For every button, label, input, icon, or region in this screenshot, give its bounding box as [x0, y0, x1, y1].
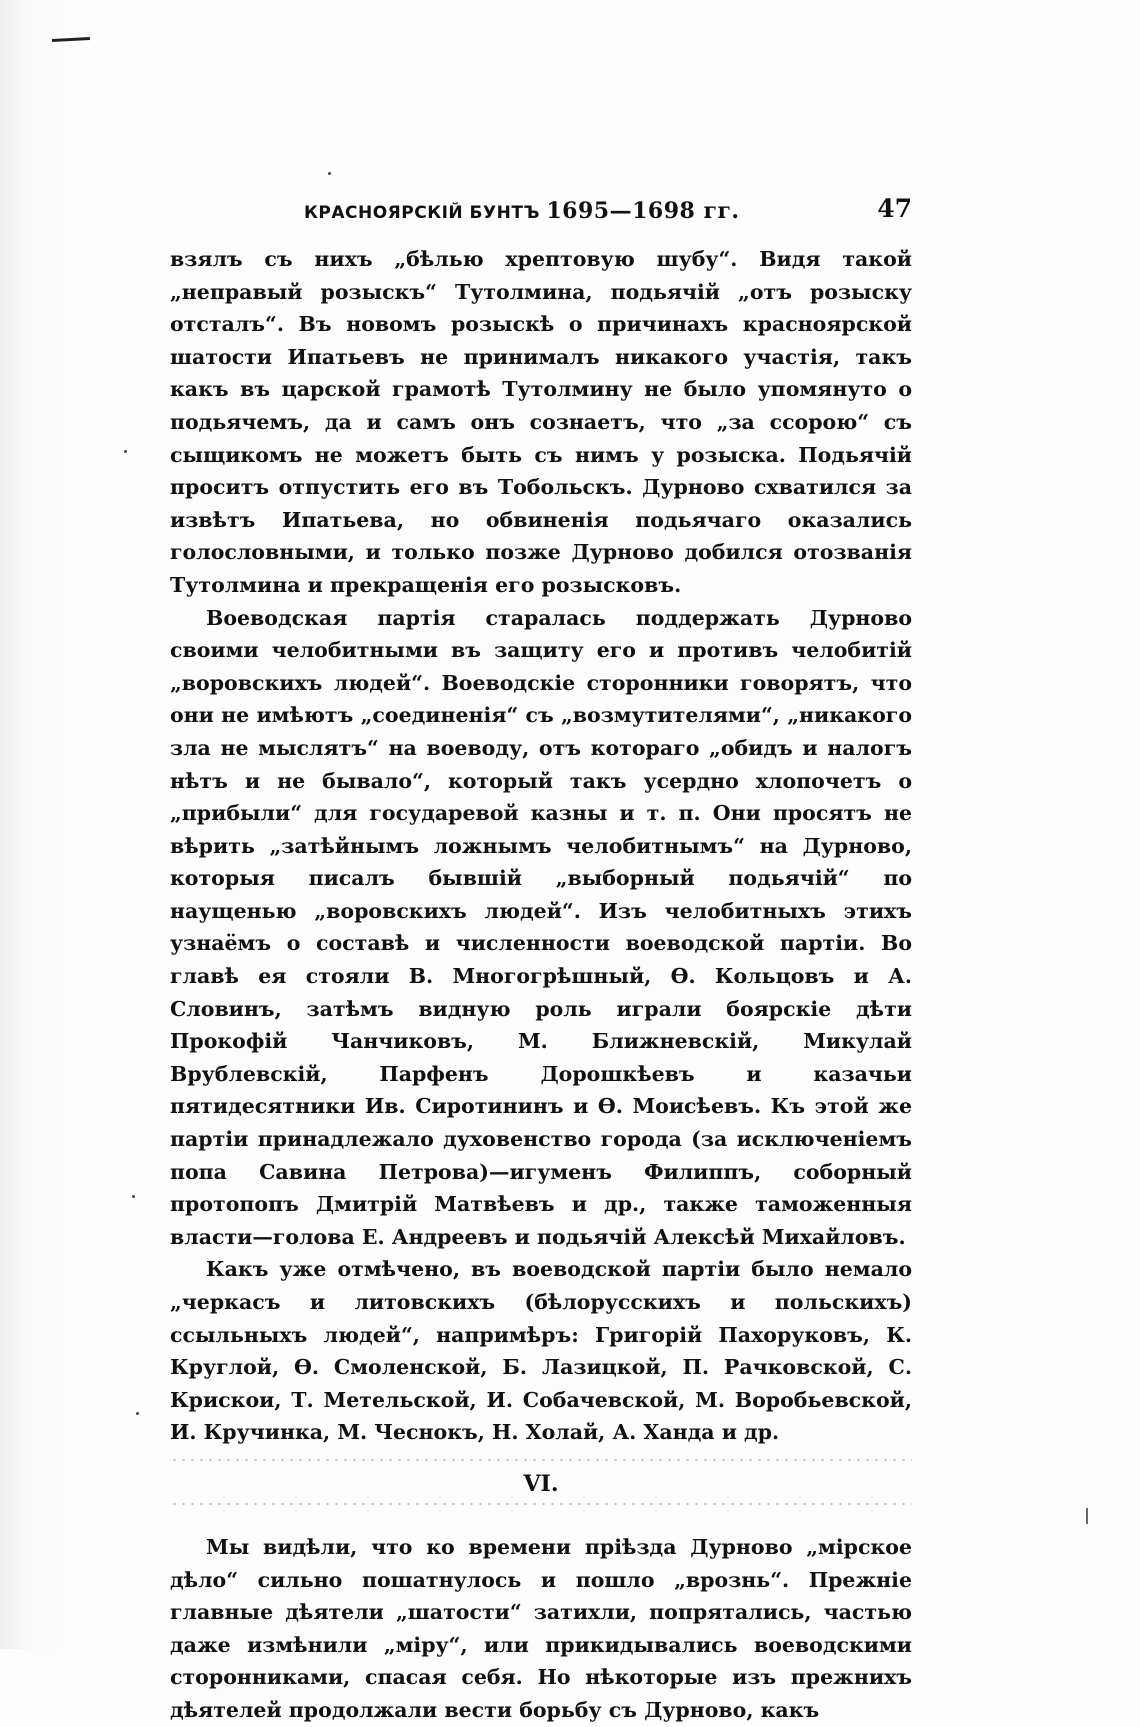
paragraph: Воеводская партія старалась поддержать Дурново своими челобитными въ защиту его и противъ челобитій „воровскихъ людей“. Воеводскіе сторонники говорятъ, что они не имѣютъ „соединенія“ съ „возмутителями“, „никакого зла не мыслятъ“ на воеводу, отъ котораго „обидъ и налогъ нѣтъ и не бывало“, который такъ усердно хлопочетъ о „прибыли“ для государевой казны и т. п. Они просятъ не вѣрить „затѣйнымъ ложнымъ челобитнымъ“ на Дурново, которыя писалъ бывшій „выборный подьячій“ по наущенью „воровскихъ людей“. Изъ челобитныхъ этихъ узнаёмъ о составѣ и численности воеводской партіи. Во главѣ ея стояли В. Многогрѣшный, Ѳ. Кольцовъ и А. Словинъ, затѣмъ видную роль играли боярскіе дѣти Прокофій Чанчиковъ, М. Ближневскій, Микулай Врублевскій, Парфенъ Дорошкѣевъ и казачьи пятидесятники Ив. Сиротининъ и Ѳ. Моисѣевъ. Къ этой же партіи принадлежало духовенство города (за исключеніемъ попа Савина Петрова)—игуменъ Филиппъ, соборный протопопъ Дмитрій Матвѣевъ и др., также таможенныя власти—голова Е. Андреевъ и подьячій Алексѣй Михайловъ.	[170, 605, 912, 1249]
running-head	[170, 194, 912, 230]
running-title	[304, 198, 740, 224]
paragraph: Какъ уже отмѣчено, въ воеводской партіи было немало „черкасъ и литовскихъ (бѣлорусскихъ и польскихъ) ссыльныхъ людей“, напримѣръ: Григорій Пахоруковъ, К. Круглой, Ѳ. Смоленской, Б. Лазицкой, П. Рачковской, С. Крискои, Т. Метельской, И. Собачевской, М. Воробьевской, И. Кручинка, М. Чеснокъ, Н. Холай, А. Ханда и др.	[170, 1257, 912, 1445]
page-number: 47	[877, 194, 912, 223]
scan-noise-strip	[170, 1459, 912, 1461]
paragraph: Мы видѣли, что ко времени пріѣзда Дурново „мірское дѣло“ сильно пошатнулось и пошло „врознь“. Прежніе главные дѣятели „шатости“ затихли, попрятались, частью даже измѣнили „міру“, или прикидывались воеводскими сторонниками, спасая себя. Но нѣкоторые изъ прежнихъ дѣятелей продолжали вести борьбу съ Дурново, какъ	[170, 1535, 912, 1722]
page-edge-shadow	[0, 0, 60, 1649]
section-number: VI.	[523, 1471, 559, 1497]
scan-artifact-line	[1086, 1508, 1088, 1524]
section-2-text	[170, 1531, 912, 1727]
paragraph: взялъ съ нихъ „бѣлью хрептовую шубу“. Видя такой „неправый розыскъ“ Тутолмина, подьячій „отъ розыску отсталъ“. Въ новомъ розыскѣ о причинахъ красноярской шатости Ипатьевъ не принималъ никакого участія, такъ какъ въ царской грамотѣ Тутолмину не было упомянуто о подьячемъ, да и самъ онъ сознаетъ, что „за ссорою“ съ сыщикомъ не можетъ быть съ нимъ у розыска. Подьячій проситъ отпустить его въ Тобольскъ. Дурново схватился за извѣтъ Ипатьева, но обвиненія подьячаго оказались голословными, и только позже Дурново добился отозванія Тутолмина и прекращенія его розысковъ.	[170, 247, 912, 597]
running-title-text: КРАСНОЯРСКІЙ БУНТЪ	[304, 203, 540, 223]
scan-noise-strip	[170, 1503, 912, 1505]
running-title-years: 1695—1698 гг.	[546, 198, 740, 224]
scan-speck	[132, 1195, 135, 1198]
scan-corner-mark	[52, 37, 90, 42]
scan-speck	[124, 450, 127, 453]
scan-speck	[328, 172, 331, 175]
section-1-text	[170, 243, 912, 1449]
scan-speck	[136, 1412, 139, 1415]
